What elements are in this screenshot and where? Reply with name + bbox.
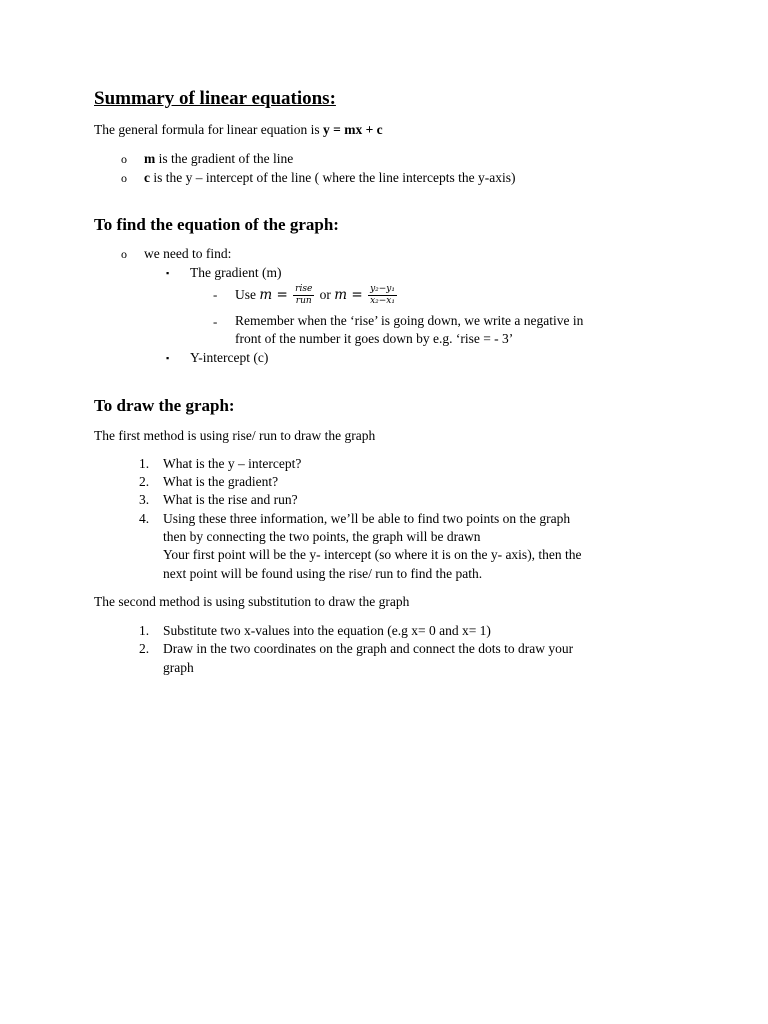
definition-text: is the y – intercept of the line ( where the line intercepts the y-axis) [150,170,516,185]
rise-run-fraction [293,284,314,307]
list-number: 3. [139,492,150,507]
list-item-line: next point will be found using the rise/ run to find the path. [163,566,483,581]
page-title: Summary of linear equations: [94,88,336,109]
fraction-denominator: run [295,296,312,307]
list-item-line: Using these three information, we’ll be able to find two points on the graph [163,511,571,526]
bullet-o-icon: o [121,171,127,185]
list-number: 2. [139,641,150,656]
section-heading-find: To find the equation of the graph: [94,215,339,234]
square-bullet-icon: ▪ [166,353,170,363]
list-number: 4. [139,511,150,526]
list-item: What is the y – intercept? [163,456,302,471]
coordinate-fraction [368,284,397,307]
remember-line-1: Remember when the ‘rise’ is going down, we write a negative in [235,313,584,328]
m-equals: m = [259,287,288,303]
use-label: Use [235,287,260,302]
list-item-line: graph [163,660,194,675]
bullet-o-icon: o [121,152,127,166]
fraction-denominator: x₂−x₁ [370,296,395,307]
list-item: we need to find: [144,246,232,261]
list-item-line: then by connecting the two points, the graph will be drawn [163,529,481,544]
definition-m [144,151,293,167]
definition-term: m [144,151,156,166]
definition-text: is the gradient of the line [155,151,294,166]
intro-formula: y = mx + c [323,122,383,137]
definition-term: c [144,170,150,185]
method-1-paragraph: The first method is using rise/ run to draw the graph [94,428,376,443]
list-item: Substitute two x-values into the equation (e.g x= 0 and x= 1) [163,623,491,638]
dash-bullet-icon: - [213,314,218,329]
or-label: or [319,287,331,302]
list-number: 1. [139,623,150,638]
list-item: What is the gradient? [163,474,279,489]
bullet-o-icon: o [121,247,127,261]
list-item: Y-intercept (c) [190,350,269,365]
remember-line-2: front of the number it goes down by e.g. ‘rise = - 3’ [235,331,514,346]
m-equals: m = [334,287,363,303]
list-item: What is the rise and run? [163,492,298,507]
section-heading-draw: To draw the graph: [94,396,235,415]
gradient-formula-line [235,282,399,308]
list-item: The gradient (m) [190,265,282,280]
list-item-line: Draw in the two coordinates on the graph and connect the dots to draw your [163,641,574,656]
list-item-line: Your first point will be the y- intercept (so where it is on the y- axis), then the [163,547,582,562]
definition-c [144,170,516,186]
intro-text: The general formula for linear equation is [94,122,324,137]
list-number: 1. [139,456,150,471]
square-bullet-icon: ▪ [166,268,170,278]
list-number: 2. [139,474,150,489]
fraction-numerator: y₂−y₁ [370,284,396,295]
intro-paragraph [94,122,383,138]
fraction-numerator: rise [295,284,313,295]
dash-bullet-icon: - [213,287,218,302]
method-2-paragraph: The second method is using substitution to draw the graph [94,594,410,609]
